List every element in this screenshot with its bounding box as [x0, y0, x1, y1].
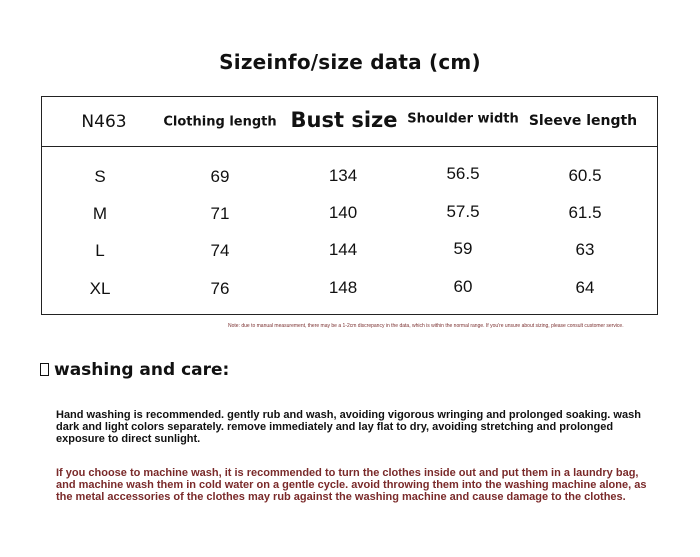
header-divider [42, 146, 657, 147]
shoulder-width-value: 56.5 [446, 164, 480, 183]
bust-size-value: 144 [328, 240, 358, 259]
shoulder-width-value: 57.5 [446, 202, 480, 221]
sleeve-length-value: 61.5 [568, 203, 602, 222]
size-label: M [92, 204, 108, 223]
size-label: L [95, 241, 105, 260]
missing-glyph-icon [40, 363, 49, 376]
header-bust-size: Bust size [290, 108, 398, 132]
page-title: Sizeinfo/size data (cm) [219, 50, 481, 74]
header-sleeve-length: Sleeve length [528, 113, 638, 129]
bust-size-value: 140 [328, 203, 358, 222]
sleeve-length-value: 60.5 [568, 166, 602, 185]
clothing-length-value: 71 [210, 204, 230, 223]
care-heading [40, 360, 229, 380]
sleeve-length-value: 63 [575, 240, 595, 259]
care-heading-text: washing and care: [54, 360, 230, 380]
bust-size-value: 134 [328, 166, 358, 185]
hand-wash-instructions: Hand washing is recommended. gently rub and wash, avoiding vigorous wringing and prolonged soaking. wash dark and light colors separately. remove immediately and lay flat to dry, avoiding stretching and prolonged exposure to direct sunlight. [56, 409, 641, 445]
shoulder-width-value: 59 [453, 239, 473, 258]
clothing-length-value: 76 [210, 279, 230, 298]
header-product-code: N463 [81, 112, 127, 132]
clothing-length-value: 74 [210, 241, 230, 260]
clothing-length-value: 69 [210, 167, 230, 186]
measurement-note: Note: due to manual measurement, there may be a 1-2cm discrepancy in the data, which is within the normal range. If you're unsure about sizing, please consult customer service. [228, 323, 624, 329]
header-shoulder-width: Shoulder width [407, 111, 519, 127]
size-label: S [94, 167, 106, 186]
shoulder-width-value: 60 [453, 277, 473, 296]
size-label: XL [89, 279, 111, 298]
sleeve-length-value: 64 [575, 278, 595, 297]
bust-size-value: 148 [328, 278, 358, 297]
header-clothing-length: Clothing length [163, 114, 277, 130]
size-table [41, 96, 658, 315]
machine-wash-instructions: If you choose to machine wash, it is recommended to turn the clothes inside out and put them in a laundry bag, and machine wash them in cold water on a gentle cycle. avoid throwing them into the washing machine alone, as the metal accessories of the clothes may rub against the washing machine and cause damage to the clothes. [56, 467, 647, 503]
